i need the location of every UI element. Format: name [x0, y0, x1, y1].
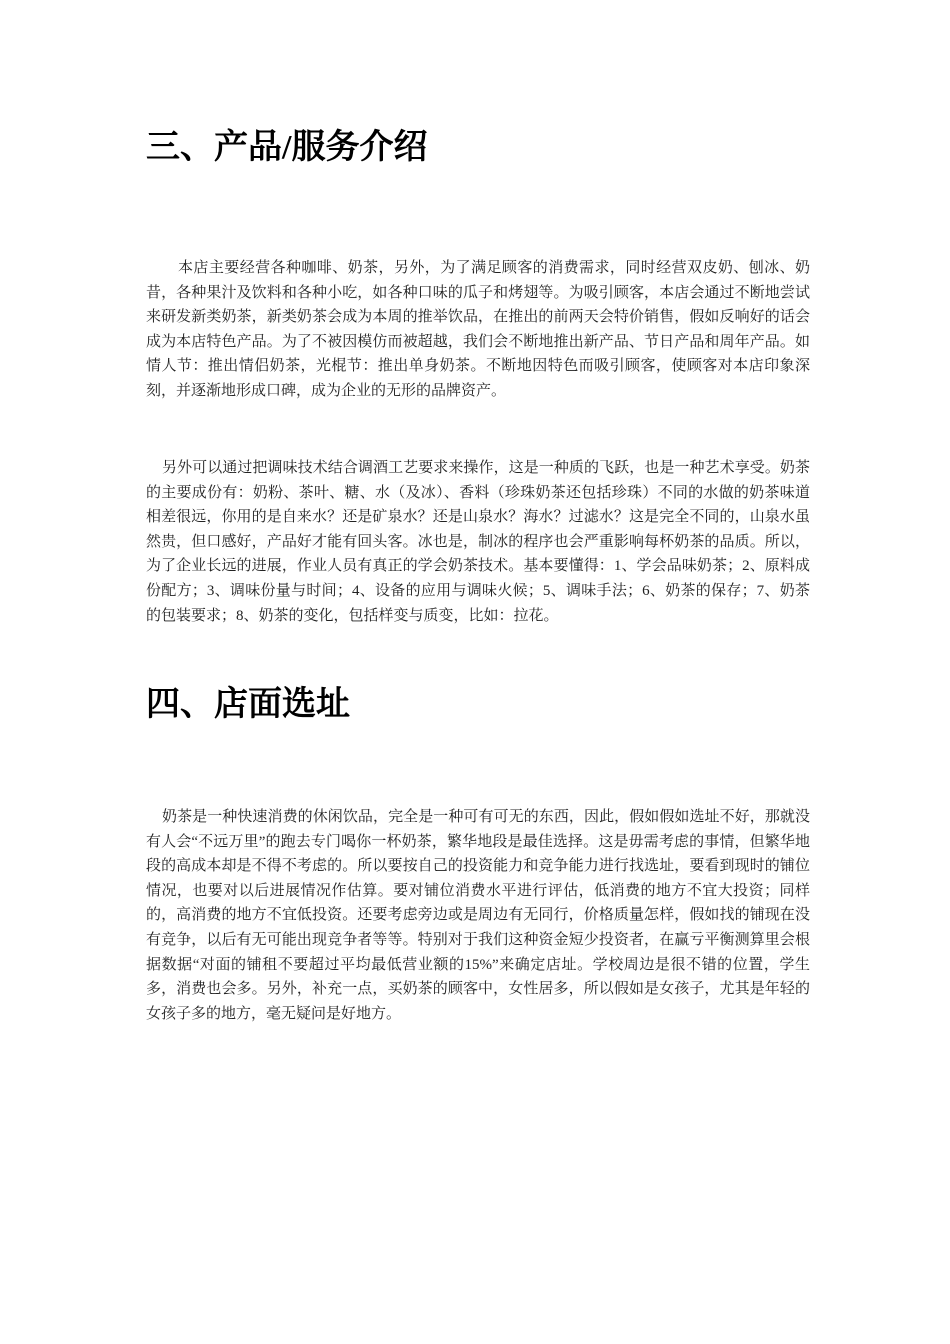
paragraph-location-selection: 奶茶是一种快速消费的休闲饮品，完全是一种可有可无的东西，因此，假如假如选址不好，那就没有人会“不远万里”的跑去专门喝你一杯奶茶，繁华地段是最佳选择。这是毋需考虑的事情，但繁华地段的高成本却是不得不考虑的。所以要按自己的投资能力和竞争能力进行找选址，要看到现时的铺位情况，也要对以后进展情况作估算。要对铺位消费水平进行评估，低消费的地方不宜大投资；同样的，高消费的地方不宜低投资。还要考虑旁边或是周边有无同行，价格质量怎样，假如找的铺现在没有竞争，以后有无可能出现竞争者等等。特别对于我们这种资金短少投资者，在赢亏平衡测算里会根据数据“对面的铺租不要超过平均最低营业额的15%”来确定店址。学校周边是很不错的位置，学生多，消费也会多。另外，补充一点，买奶茶的顾客中，女性居多，所以假如是女孩子，尤其是年轻的女孩子多的地方，毫无疑问是好地方。	[146, 809, 810, 1022]
section-heading-store-location: 四、店面选址	[146, 686, 350, 723]
section-heading-product-service: 三、产品/服务介绍	[146, 129, 428, 166]
paragraph-milk-tea-craft: 另外可以通过把调味技术结合调酒工艺要求来操作，这是一种质的飞跃，也是一种艺术享受。奶茶的主要成份有：奶粉、茶叶、糖、水（及冰）、香料（珍珠奶茶还包括珍珠）不同的水做的奶茶味道相差很远，你用的是自来水？还是矿泉水？还是山泉水？海水？过滤水？这是完全不同的，山泉水虽然贵，但口感好，产品好才能有回头客。冰也是，制冰的程序也会严重影响每杯奶茶的品质。所以，为了企业长远的进展，作业人员有真正的学会奶茶技术。基本要懂得：1、学会品味奶茶；2、原料成份配方；3、调味份量与时间；4、设备的应用与调味火候；5、调味手法；6、奶茶的保存；7、奶茶的包装要求；8、奶茶的变化，包括样变与质变，比如：拉花。	[146, 460, 810, 624]
paragraph-product-offerings: 本店主要经营各种咖啡、奶茶，另外，为了满足顾客的消费需求，同时经营双皮奶、刨冰、奶昔，各种果汁及饮料和各种小吃，如各种口味的瓜子和烤翅等。为吸引顾客，本店会通过不断地尝试来研发新类奶茶，新类奶茶会成为本周的推举饮品，在推出的前两天会特价销售，假如反响好的话会成为本店特色产品。为了不被因模仿而被超越，我们会不断地推出新产品、节日产品和周年产品。如情人节：推出情侣奶茶，光棍节：推出单身奶茶。不断地因特色而吸引顾客，使顾客对本店印象深刻，并逐渐地形成口碑，成为企业的无形的品牌资产。	[146, 260, 810, 399]
